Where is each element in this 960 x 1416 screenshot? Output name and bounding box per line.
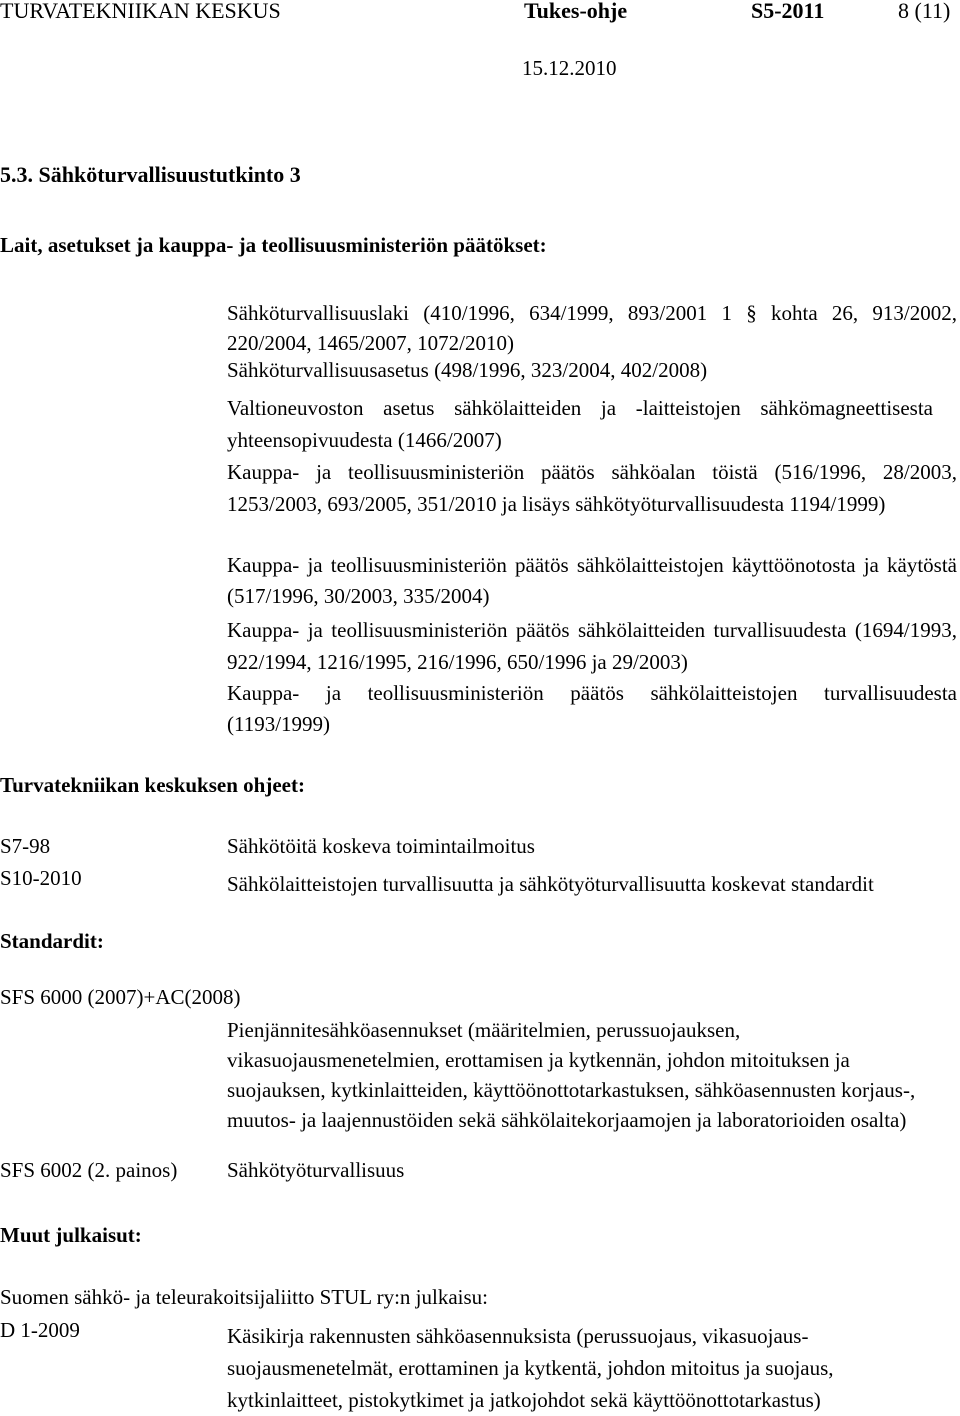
law-item: Kauppa- ja teollisuusministeriön päätös sähkölaitteistojen käyttöönotosta ja käytöstä (517/1996, 30/2003, 335/2004): [227, 553, 957, 608]
header-doc-type: Tukes-ohje: [524, 0, 628, 23]
laws-heading: Lait, asetukset ja kauppa- ja teollisuusministeriön päätökset:: [0, 233, 547, 257]
guide-title: Sähkölaitteistojen turvallisuutta ja sähkötyöturvallisuutta koskevat standardit: [227, 872, 874, 896]
standards-heading: Standardit:: [0, 929, 104, 953]
law-item: Sähköturvallisuuslaki (410/1996, 634/1999, 893/2001 1 § kohta 26, 913/2002, 220/2004, 1465/2007, 1072/2010): [227, 301, 957, 355]
standard-description: Pienjännitesähköasennukset (määritelmien, perussuojauksen, vikasuojausmenetelmien, erottamisen ja kytkennän, johdon mitoituksen ja suojauksen, kytkinlaitteiden, käyttöönottotarkastuksen, sähköasennusten korjaus-, muutos- ja laajennustöiden sekä sähkölaitekorjaamojen ja laboratorioiden osalta): [227, 1018, 916, 1132]
guides-heading: Turvatekniikan keskuksen ohjeet:: [0, 773, 305, 797]
publication-title: Käsikirja rakennusten sähköasennuksista (perussuojaus, vikasuojaus-suojausmenetelmät, erottaminen ja kytkentä, johdon mitoitus ja suojaus, kytkinlaitteet, pistokytkimet ja jatkojohdot sekä käyttöönottotarkastus): [227, 1324, 834, 1412]
law-item: Valtioneuvoston asetus sähkölaitteiden ja -laitteistojen sähkömagneettisesta yhteensopivuudesta (1466/2007): [227, 396, 933, 452]
header-org: TURVATEKNIIKAN KESKUS: [0, 0, 281, 23]
law-item: Sähköturvallisuusasetus (498/1996, 323/2004, 402/2008): [227, 358, 708, 382]
standard-description: Sähkötyöturvallisuus: [227, 1158, 405, 1182]
guide-code: S7-98: [0, 834, 51, 858]
standard-code: SFS 6002 (2. painos): [0, 1158, 178, 1182]
header-doc-id: S5-2011: [751, 0, 825, 23]
guide-code: S10-2010: [0, 866, 82, 890]
other-publications-heading: Muut julkaisut:: [0, 1223, 142, 1247]
standard-code: SFS 6000 (2007)+AC(2008): [0, 985, 241, 1009]
section-title: 5.3. Sähköturvallisuustutkinto 3: [0, 162, 301, 187]
header-date: 15.12.2010: [522, 56, 617, 80]
law-item: Kauppa- ja teollisuusministeriön päätös sähkölaitteistojen turvallisuudesta (1193/1999): [227, 681, 957, 736]
law-item: Kauppa- ja teollisuusministeriön päätös sähköalan töistä (516/1996, 28/2003, 1253/2003, 693/2005, 351/2010 ja lisäys sähkötyöturvallisuudesta 1194/1999): [227, 460, 957, 516]
law-item: Kauppa- ja teollisuusministeriön päätös sähkölaitteiden turvallisuudesta (1694/1993, 922/1994, 1216/1995, 216/1996, 650/1996 ja 29/2003): [227, 618, 957, 674]
other-publications-intro: Suomen sähkö- ja teleurakoitsijaliitto STUL ry:n julkaisu:: [0, 1285, 488, 1309]
header-page-number: 8 (11): [898, 0, 951, 23]
guide-title: Sähkötöitä koskeva toimintailmoitus: [227, 834, 535, 858]
publication-code: D 1-2009: [0, 1318, 80, 1342]
